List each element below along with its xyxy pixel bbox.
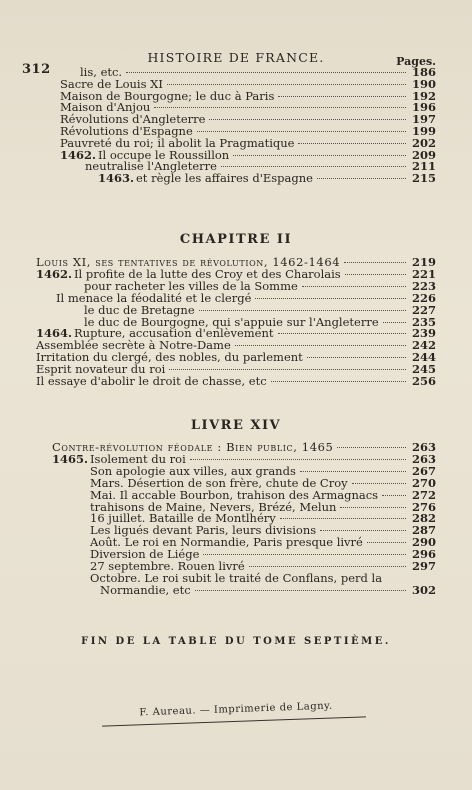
toc-entry bbox=[84, 304, 436, 316]
toc-entry-text: et règle les affaires d'Espagne bbox=[136, 171, 313, 186]
toc-entry-year: 1465. bbox=[52, 451, 89, 466]
toc-entry-year: 1462. bbox=[60, 147, 97, 162]
toc-entry-page: 186 bbox=[411, 65, 436, 79]
toc-entry-page: 219 bbox=[411, 255, 436, 269]
toc-entry-text: pour racheter les villes de la Somme bbox=[84, 278, 298, 293]
leader-dots bbox=[382, 495, 406, 496]
toc-entry-page: 256 bbox=[411, 374, 436, 388]
toc-entry-page: 239 bbox=[411, 326, 436, 341]
leader-dots bbox=[345, 274, 406, 275]
toc-entry-text: Sacre de Louis XI bbox=[60, 76, 163, 91]
toc-entry-page: 263 bbox=[411, 440, 436, 454]
toc-entry-page: 270 bbox=[411, 475, 436, 490]
leader-dots bbox=[126, 72, 406, 73]
toc-entry-page: 226 bbox=[411, 290, 436, 305]
toc-entry bbox=[84, 280, 436, 292]
toc-entry bbox=[90, 477, 436, 489]
leader-dots bbox=[337, 447, 406, 448]
leader-dots bbox=[307, 357, 406, 358]
leader-dots bbox=[298, 143, 406, 144]
toc-entry-text: trahisons de Maine, Nevers, Brézé, Melun bbox=[90, 499, 337, 514]
toc-entry-page: 290 bbox=[411, 535, 436, 550]
leader-dots bbox=[271, 381, 406, 382]
leader-dots bbox=[352, 483, 406, 484]
leader-dots bbox=[367, 542, 406, 543]
toc-entry bbox=[98, 172, 436, 184]
leader-dots bbox=[340, 507, 406, 508]
toc-entry-text: Août. Le roi en Normandie, Paris presque livré bbox=[90, 535, 363, 550]
toc-entry-page: 197 bbox=[411, 112, 436, 127]
toc-entry-text: Son apologie aux villes, aux grands bbox=[90, 463, 296, 478]
leader-dots bbox=[302, 286, 406, 287]
toc-entry-text: lis, etc. bbox=[80, 65, 123, 79]
leader-dots bbox=[169, 369, 406, 370]
toc-entry-text: Révolutions d'Angleterre bbox=[60, 112, 206, 127]
leader-dots bbox=[383, 322, 406, 323]
toc-entry-text: Assemblée secrète à Notre-Dame bbox=[36, 338, 231, 353]
leader-dots bbox=[203, 554, 406, 555]
leader-dots bbox=[317, 178, 406, 179]
toc-entry-text: Il essaye d'abolir le droit de chasse, etc bbox=[36, 374, 267, 388]
toc-entry-text: Irritation du clergé, des nobles, du parlement bbox=[36, 350, 303, 365]
toc-entry-text: Diversion de Liége bbox=[90, 547, 200, 562]
toc-entry bbox=[90, 465, 436, 477]
page-number: 312 bbox=[22, 62, 51, 77]
toc-entry-year: 1464. bbox=[36, 326, 73, 341]
toc-entry-text: Il menace la féodalité et le clergé bbox=[56, 290, 252, 305]
toc-entry bbox=[100, 584, 436, 596]
leader-dots bbox=[233, 155, 406, 156]
toc-entry-page: 227 bbox=[411, 302, 436, 317]
toc-entry-page: 192 bbox=[411, 88, 436, 103]
leader-dots bbox=[190, 459, 406, 460]
toc-entry-text: Louis XI, ses tentatives de révolution, 1462-1464 bbox=[36, 255, 341, 269]
leader-dots bbox=[197, 131, 406, 132]
toc-entry-page: 202 bbox=[411, 135, 436, 150]
toc-entry-page: 215 bbox=[411, 171, 436, 186]
toc-entry-page: 196 bbox=[411, 100, 436, 115]
toc-entry bbox=[60, 137, 436, 149]
toc-entry-page: 276 bbox=[411, 499, 436, 514]
toc-entry-page: 263 bbox=[411, 451, 436, 466]
leader-dots bbox=[344, 262, 406, 263]
toc-entry-page: 272 bbox=[411, 487, 436, 502]
toc-entry-page: 302 bbox=[411, 582, 436, 597]
toc-entry-text: Esprit novateur du roi bbox=[36, 362, 166, 377]
toc-entry-page: 223 bbox=[411, 278, 436, 293]
toc-entry-page: 199 bbox=[411, 124, 436, 138]
toc-entry-text: Révolutions d'Espagne bbox=[60, 124, 193, 138]
toc-entry-text: Maison d'Anjou bbox=[60, 100, 151, 115]
toc-entry-page: 267 bbox=[411, 463, 436, 478]
leader-dots bbox=[320, 530, 406, 531]
toc-entry-text: Octobre. Le roi subit le traité de Conflans, perd la bbox=[90, 570, 383, 585]
toc-entry-page: 242 bbox=[411, 338, 436, 353]
toc-entry-page: 211 bbox=[411, 159, 436, 174]
leader-dots bbox=[235, 345, 406, 346]
toc-entry-page: 282 bbox=[411, 511, 436, 526]
leader-dots bbox=[195, 590, 406, 591]
toc-entry-text: neutralise l'Angleterre bbox=[85, 159, 217, 174]
leader-dots bbox=[154, 107, 406, 108]
running-title: HISTOIRE DE FRANCE. bbox=[147, 50, 325, 65]
leader-dots bbox=[278, 96, 406, 97]
leader-dots bbox=[280, 518, 406, 519]
chapter-heading: CHAPITRE II bbox=[179, 232, 293, 247]
toc-entry-text: Maison de Bourgogne; le duc à Paris bbox=[60, 88, 275, 103]
toc-entry-year: 1463. bbox=[98, 171, 135, 186]
toc-entry-page: 221 bbox=[411, 266, 436, 281]
toc-entry-page: 245 bbox=[411, 362, 436, 377]
leader-dots bbox=[249, 566, 406, 567]
leader-dots bbox=[221, 166, 406, 167]
toc-entry bbox=[60, 78, 436, 90]
toc-entry-text: 16 juillet. Bataille de Montlhéry bbox=[90, 511, 276, 526]
toc-entry-text: Rupture, accusation d'enlèvement bbox=[74, 326, 274, 341]
leader-dots bbox=[300, 471, 406, 472]
toc-entry bbox=[90, 489, 436, 501]
toc-entry-page: 244 bbox=[411, 350, 436, 365]
toc-entry-text: Il occupe le Roussillon bbox=[98, 147, 230, 162]
leader-dots bbox=[209, 119, 406, 120]
toc-entry-year: 1462. bbox=[36, 266, 73, 281]
toc-entry-text: Il profite de la lutte des Croy et des Charolais bbox=[74, 266, 341, 281]
toc-entry-text: Les ligués devant Paris, leurs divisions bbox=[90, 523, 317, 538]
toc-entry-text: le duc de Bretagne bbox=[84, 302, 195, 317]
toc-entry-page: 190 bbox=[411, 76, 436, 91]
toc-entry-text: Pauvreté du roi; il abolit la Pragmatique bbox=[60, 135, 295, 150]
toc-entry bbox=[56, 292, 436, 304]
toc-entry-page: 209 bbox=[411, 147, 436, 162]
leader-dots bbox=[167, 84, 406, 85]
toc-entry-text: 27 septembre. Rouen livré bbox=[90, 559, 245, 573]
leader-dots bbox=[278, 333, 406, 334]
toc-entry-page: 296 bbox=[411, 547, 436, 562]
book-heading: LIVRE XIV bbox=[190, 418, 282, 433]
toc-entry-page: 297 bbox=[411, 559, 436, 573]
toc-entry-text: le duc de Bourgogne, qui s'appuie sur l'Angleterre bbox=[84, 314, 379, 329]
printer-imprint: F. Aureau. — Imprimerie de Lagny. bbox=[139, 700, 333, 719]
pages-column-label: Pages. bbox=[396, 55, 436, 68]
toc-entry-text: Mai. Il accable Bourbon, trahison des Armagnacs bbox=[90, 487, 379, 502]
end-note: FIN DE LA TABLE DU TOME SEPTIÈME. bbox=[81, 636, 391, 647]
toc-entry-text: Isolement du roi bbox=[90, 451, 186, 466]
toc-entry-text: Contre-révolution féodale : Bien public, 1465 bbox=[52, 440, 334, 454]
toc-entry-page: 287 bbox=[411, 523, 436, 538]
toc-entry-page: 235 bbox=[411, 314, 436, 329]
toc-entry-text: Mars. Désertion de son frère, chute de Croy bbox=[90, 475, 348, 490]
toc-entry-text: Normandie, etc bbox=[100, 582, 191, 597]
leader-dots bbox=[255, 298, 406, 299]
toc-entry bbox=[36, 375, 436, 387]
leader-dots bbox=[199, 310, 406, 311]
